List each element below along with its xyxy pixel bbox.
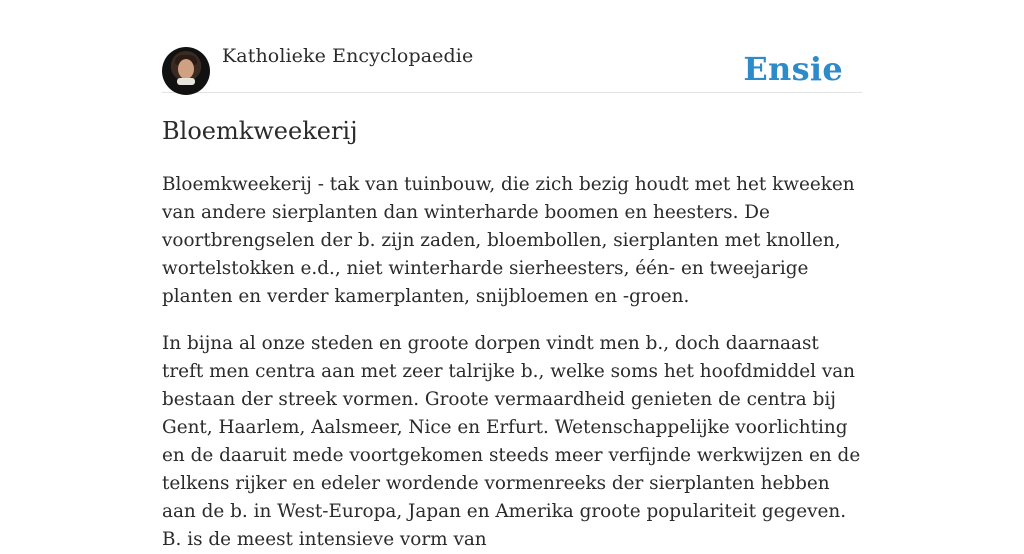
- avatar-face: [178, 59, 194, 79]
- header: [162, 0, 862, 93]
- article-paragraph: In bijna al onze steden en groote dorpen vindt men b., doch daarnaast treft men centra aan met zeer talrijke b., welke soms het hoofdmiddel van bestaan der streek vormen. Groote vermaardheid genieten de centra bij Gent, Haarlem, Aalsmeer, Nice en Erfurt. Wetenschappelijke voorlichting en de daaruit mede voortgekomen steeds meer verfijnde werkwijzen en de telkens rijker en edeler wordende vormenreeks der sierplanten hebben aan de b. in West-Europa, Japan en Amerika groote populariteit gegeven. B. is de meest intensieve vorm van: [162, 333, 861, 550]
- avatar-collar: [177, 78, 195, 85]
- brand-logo[interactable]: Ensie: [743, 50, 843, 88]
- avatar[interactable]: [162, 47, 210, 95]
- article-paragraph: Bloemkweekerij - tak van tuinbouw, die zich bezig houdt met het kweeken van andere sierplanten dan winterharde boomen en heesters. De voortbrengselen der b. zijn zaden, bloembollen, sierplanten met knollen, wortelstokken e.d., niet winterharde sierheesters, één- en tweejarige planten en verder kamerplanten, snijbloemen en -groen.: [162, 174, 855, 307]
- page-title: Bloemkweekerij: [162, 117, 358, 145]
- page-container: [162, 0, 862, 554]
- site-name[interactable]: Katholieke Encyclopaedie: [222, 45, 474, 67]
